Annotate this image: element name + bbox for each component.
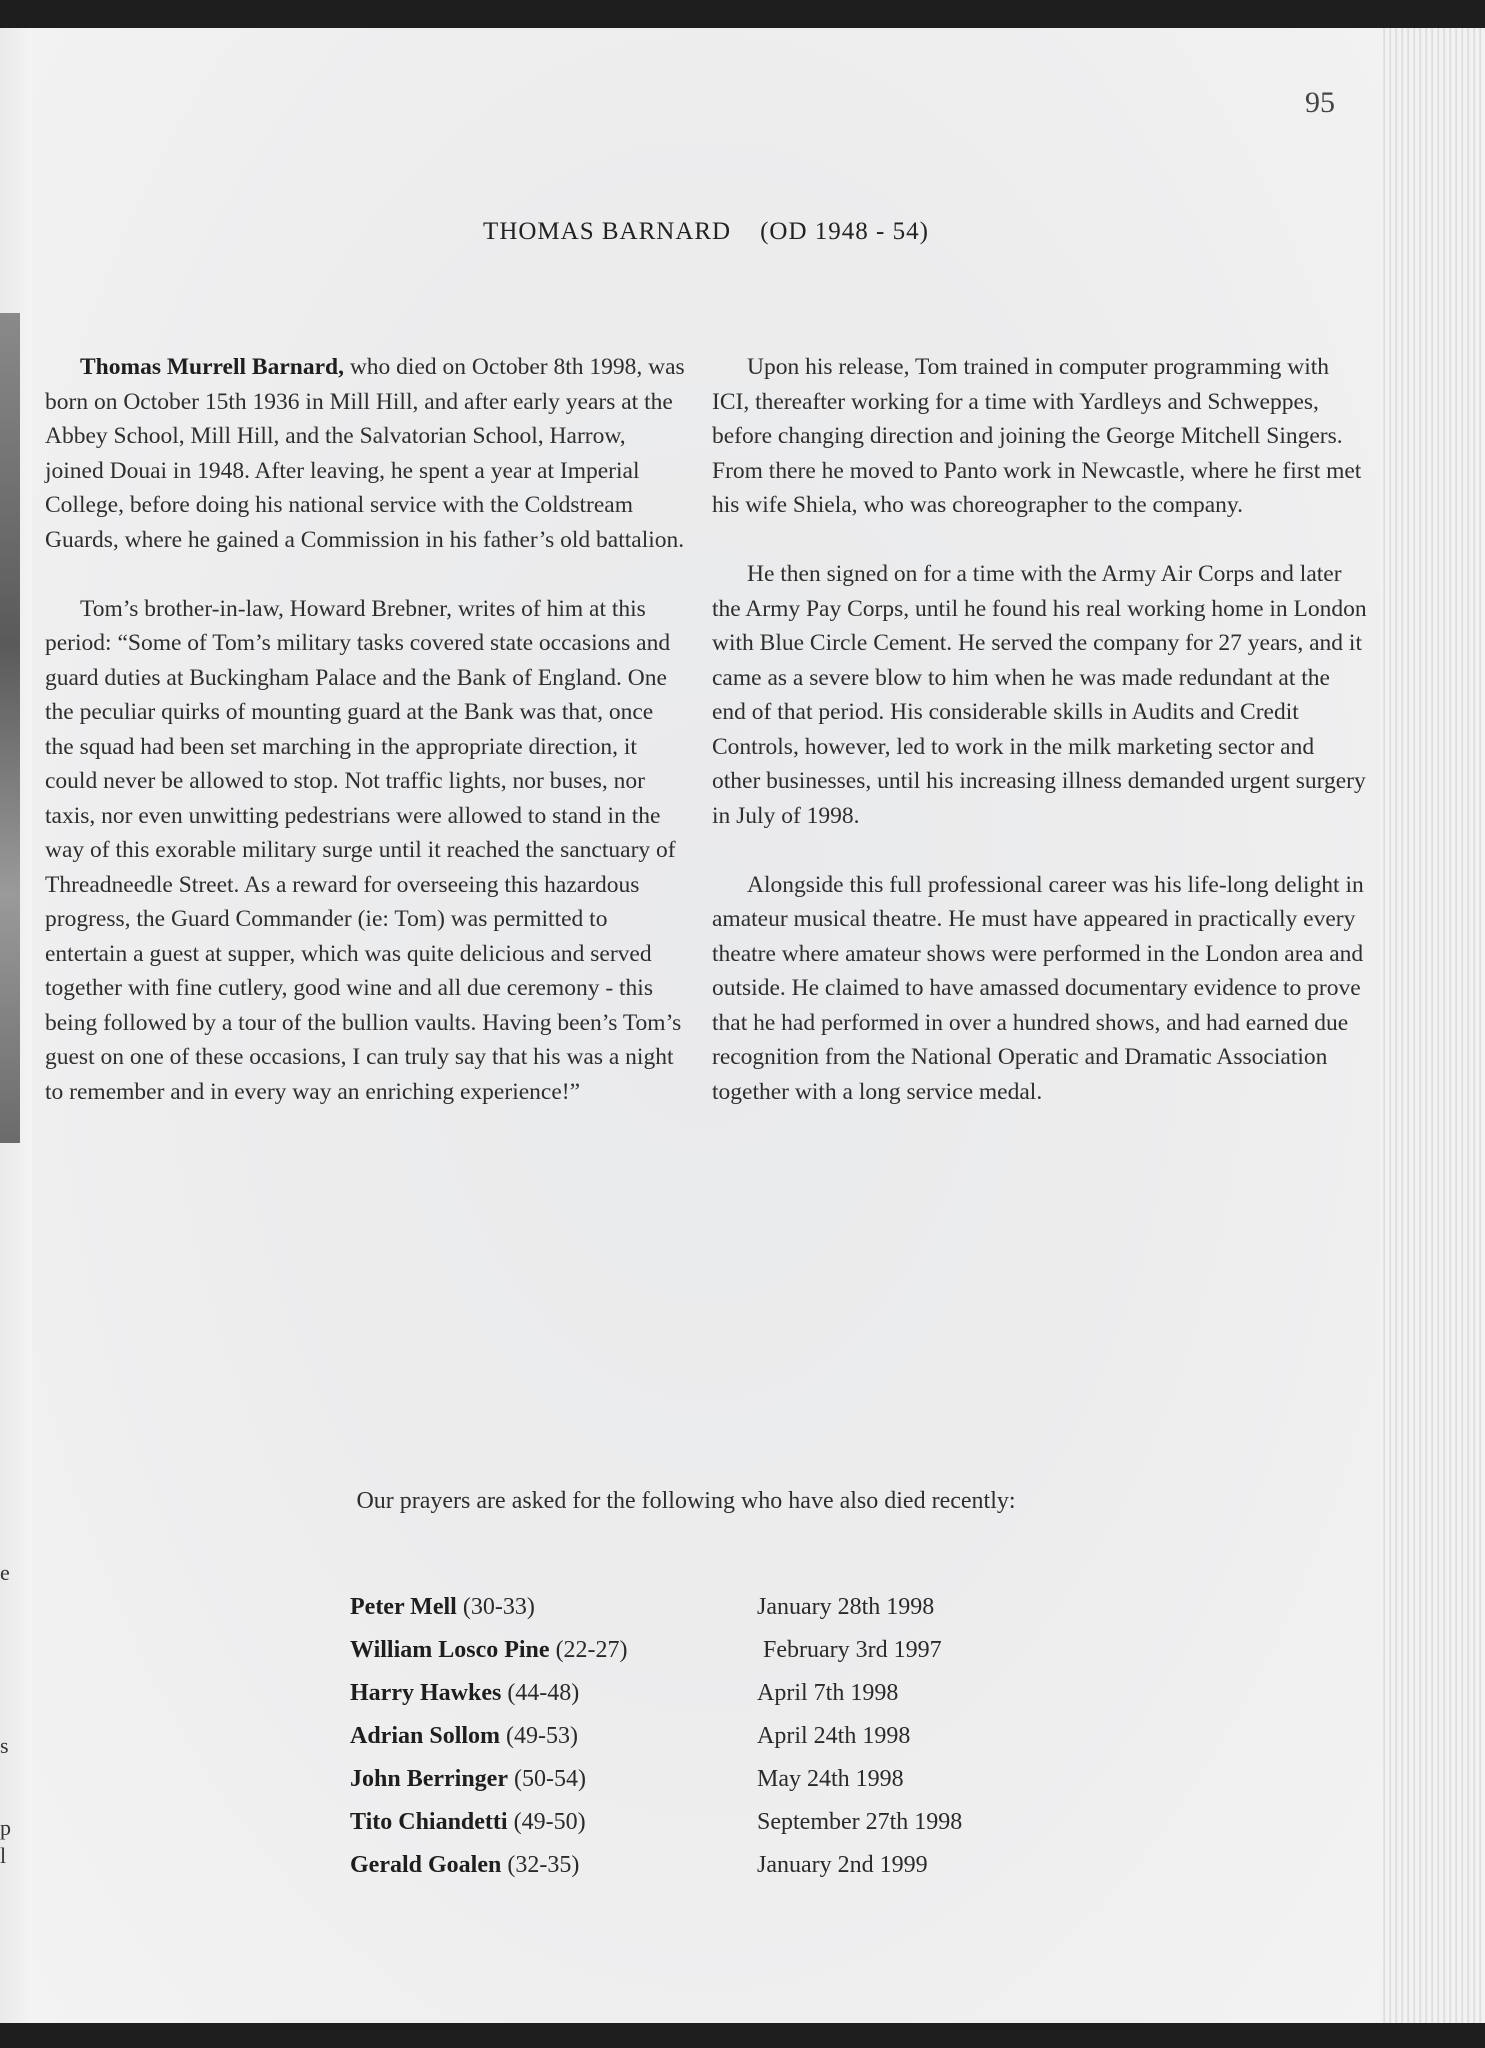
margin-fragment: p [0, 1815, 11, 1840]
obituary-date: April 7th 1998 [757, 1680, 899, 1706]
paragraph [45, 592, 685, 1110]
obituary-name: Tito Chiandetti [350, 1809, 508, 1835]
page-number: 95 [1305, 86, 1335, 119]
list-item [350, 1715, 1050, 1758]
scan-top-border [0, 0, 1485, 28]
obituary-years: (32-35) [501, 1852, 580, 1878]
list-item [350, 1758, 1050, 1801]
list-item [350, 1672, 1050, 1715]
paragraph: Upon his release, Tom trained in computer programming with ICI, thereafter working for a time with Yardleys and Schweppes, before changing direction and joining the George Mitchell Singers. From there he moved to Panto work in Newcastle, where he first met his wife Shiela, who was choreographer to the company. [712, 354, 1362, 518]
obituary-name: Harry Hawkes [350, 1680, 502, 1706]
list-item [350, 1629, 1050, 1672]
obituary-name: Gerald Goalen [350, 1852, 502, 1878]
obituary-date: September 27th 1998 [757, 1809, 963, 1835]
paragraph: Alongside this full professional career was his life-long delight in amateur musical theatre. He must have appeared in practically every theatre where amateur shows were performed in the London area and outside. He claimed to have amassed documentary evidence to prove that he had performed in over a hundred shows, and had earned due recognition from the National Operatic and Dramatic Association together with a long service medal. [712, 871, 1364, 1105]
obituary-name: Adrian Sollom [350, 1723, 501, 1749]
margin-fragment: e [0, 1560, 10, 1585]
obituary-years: (22-27) [549, 1637, 628, 1663]
margin-fragment: s [0, 1733, 9, 1758]
paragraph: He then signed on for a time with the Army Air Corps and later the Army Pay Corps, until he found his real working home in London with Blue Circle Cement. He served the company for 27 years, and it came as a severe blow to him when he was made redundant at the end of that period. His considerable skills in Audits and Credit Controls, however, led to work in the milk marketing sector and other businesses, until his increasing illness demanded urgent surgery in July of 1998. [712, 561, 1367, 829]
obituary-years: (49-50) [507, 1809, 586, 1835]
obituary-name: William Losco Pine [350, 1637, 550, 1663]
lead-name: Thomas Murrell Barnard, [80, 354, 344, 380]
prayers-intro: Our prayers are asked for the following who have also died recently: [356, 1488, 1016, 1514]
list-item [350, 1844, 1050, 1887]
obituary-years: (44-48) [501, 1680, 580, 1706]
paragraph [45, 350, 685, 557]
obituary-date: February 3rd 1997 [757, 1637, 942, 1663]
list-item [350, 1586, 1050, 1629]
book-page [32, 28, 1380, 2023]
list-item [350, 1801, 1050, 1844]
obituary-years: (50-54) [507, 1766, 586, 1792]
obituary-years: (49-53) [500, 1723, 579, 1749]
facing-page-edge [0, 28, 32, 2023]
scan-bottom-border [0, 2023, 1485, 2048]
right-column [712, 350, 1367, 1144]
page-stack-edge [1380, 28, 1485, 2023]
obituary-date: May 24th 1998 [757, 1766, 904, 1792]
paragraph-text: Tom’s brother-in-law, Howard Brebner, writes of him at this period: “Some of Tom’s military tasks covered state occasions and guard duties at Buckingham Palace and the Bank of England. One the peculiar quirks of mounting guard at the Bank was that, once the squad had been set marching in the appropriate direction, it could never be allowed to stop. Not traffic lights, nor buses, nor taxis, nor even unwitting pedestrians were allowed to stand in the way of this exorable military surge until it reached the sanctuary of Threadneedle Street. As a reward for overseeing this hazardous progress, the Guard Commander (ie: Tom) was permitted to entertain a guest at supper, which was quite delicious and served together with fine cutlery, good wine and all due ceremony - this being followed by a tour of the bullion vaults. Having been’s Tom’s guest on one of these occasions, I can truly say that his was a night to remember and in every way an enriching experience!” [45, 595, 682, 1105]
obituary-name: Peter Mell [350, 1594, 457, 1620]
paragraph-text: who died on October 8th 1998, was born on October 15th 1936 in Mill Hill, and after early years at the Abbey School, Mill Hill, and the Salvatorian School, Harrow, joined Douai in 1948. After leaving, he spent a year at Imperial College, before doing his national service with the Coldstream Guards, where he gained a Commission in his father’s old battalion. [45, 354, 685, 553]
left-column [45, 350, 685, 1144]
obituary-date: April 24th 1998 [757, 1723, 911, 1749]
facing-page-photo-strip [0, 313, 20, 1143]
obituary-years: (30-33) [456, 1594, 535, 1620]
article-title: THOMAS BARNARD (OD 1948 - 54) [483, 218, 929, 245]
obituary-list [350, 1586, 1050, 1887]
margin-fragment: l [0, 1843, 7, 1868]
obituary-name: John Berringer [350, 1766, 508, 1792]
obituary-date: January 28th 1998 [757, 1594, 935, 1620]
obituary-date: January 2nd 1999 [757, 1852, 928, 1878]
